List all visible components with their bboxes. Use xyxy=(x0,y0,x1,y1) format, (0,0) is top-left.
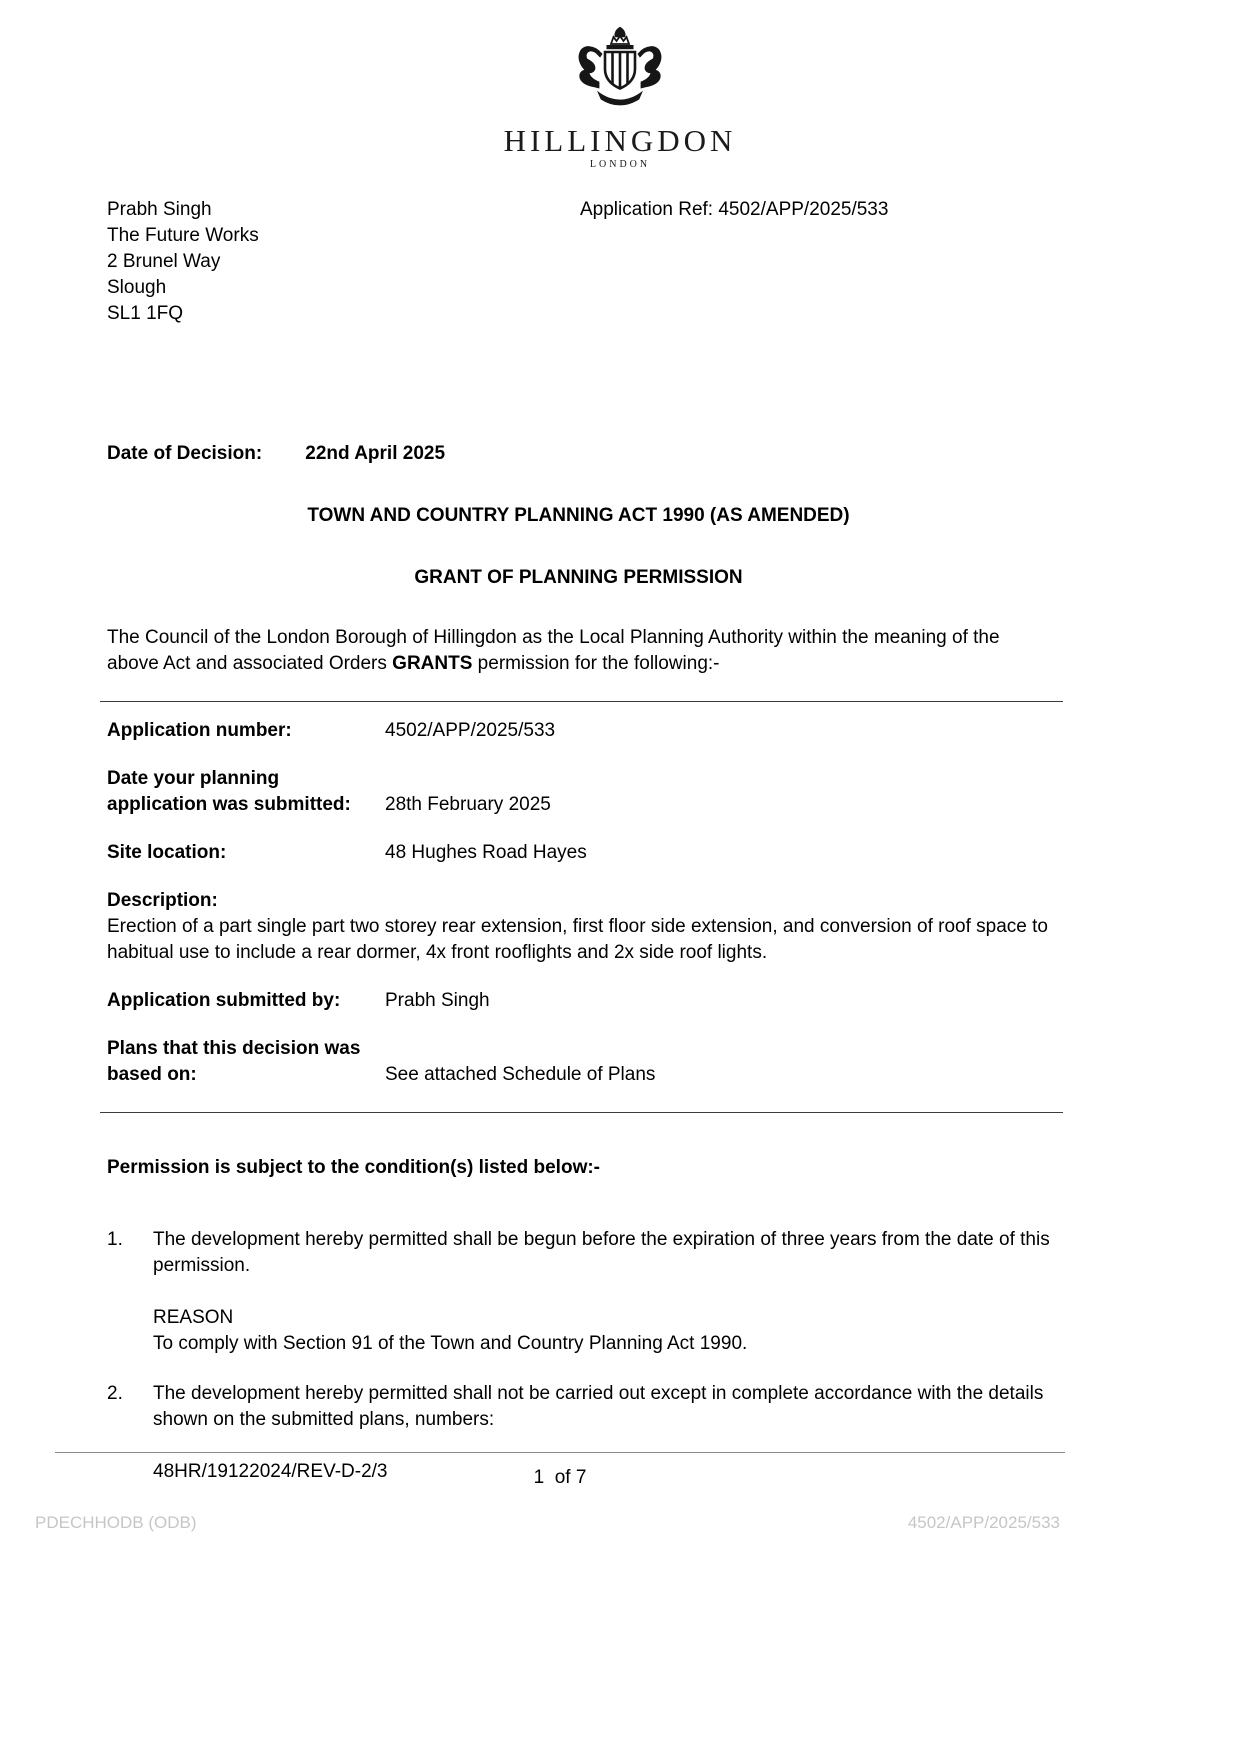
application-number-row xyxy=(107,718,1050,744)
reason-text: To comply with Section 91 of the Town and Country Planning Act 1990. xyxy=(153,1333,748,1354)
application-number-value: 4502/APP/2025/533 xyxy=(385,720,556,741)
logo-title: HILLINGDON xyxy=(503,123,737,158)
reason-label: REASON xyxy=(153,1307,234,1328)
plans-value: See attached Schedule of Plans xyxy=(385,1064,656,1085)
site-location-value: 48 Hughes Road Hayes xyxy=(385,842,587,863)
date-of-decision-value: 22nd April 2025 xyxy=(305,443,446,464)
recipient-address-line: SL1 1FQ xyxy=(107,303,184,324)
page-number: 1 of 7 xyxy=(533,1467,587,1488)
intro-text-post: permission for the following:- xyxy=(472,653,720,674)
application-ref: Application Ref: 4502/APP/2025/533 xyxy=(580,199,889,220)
recipient-address-line: Prabh Singh xyxy=(107,199,212,220)
intro-paragraph xyxy=(107,625,1050,677)
logo-subtitle: LONDON xyxy=(589,159,651,170)
act-title: TOWN AND COUNTRY PLANNING ACT 1990 (AS AMENDED) xyxy=(307,505,850,526)
grant-title: GRANT OF PLANNING PERMISSION xyxy=(414,567,743,588)
page-footer xyxy=(0,1452,1240,1532)
intro-text-pre: The Council of the London Borough of Hillingdon as the Local Planning Authority within the meaning of the above Act and associated Orders xyxy=(107,627,1000,674)
footer-codes xyxy=(0,1510,1240,1536)
site-location-row xyxy=(107,840,1050,866)
plans-label: Plans that this decision was based on: xyxy=(107,1038,361,1085)
plan-number: 48HR/19122024/REV-D-2/3 xyxy=(153,1461,388,1482)
submitted-by-label: Application submitted by: xyxy=(107,990,341,1011)
condition-number: 1. xyxy=(107,1229,123,1250)
condition-number: 2. xyxy=(107,1383,123,1404)
date-submitted-label: Date your planning application was submitted: xyxy=(107,768,351,815)
grants-word: GRANTS xyxy=(392,653,473,674)
condition-text: The development hereby permitted shall not be carried out except in complete accordance with the details shown on the submitted plans, numbers: xyxy=(153,1383,1044,1430)
divider-line-top xyxy=(100,701,1063,702)
description-text: Erection of a part single part two storey rear extension, first floor side extension, and conversion of roof space to habitual use to include a rear dormer, 4x front rooflights and 2x side roof lights. xyxy=(107,916,1048,963)
plans-row xyxy=(107,1036,1050,1088)
divider-line-bottom xyxy=(100,1112,1063,1113)
recipient-address-line: Slough xyxy=(107,277,167,298)
submitted-by-value: Prabh Singh xyxy=(385,990,490,1011)
footer-right-code: 4502/APP/2025/533 xyxy=(907,1513,1060,1532)
site-location-label: Site location: xyxy=(107,842,227,863)
description-block xyxy=(107,888,1050,966)
hillingdon-logo xyxy=(0,0,1240,171)
condition-item-1 xyxy=(107,1227,1050,1357)
footer-left-code: PDECHHODB (ODB) xyxy=(35,1513,197,1532)
description-label: Description: xyxy=(107,890,218,911)
hillingdon-crest-icon xyxy=(545,26,695,114)
address-section xyxy=(107,197,1050,329)
recipient-address xyxy=(107,197,1050,327)
date-of-decision-label: Date of Decision: xyxy=(107,443,263,464)
recipient-address-line: 2 Brunel Way xyxy=(107,251,221,272)
date-of-decision-row xyxy=(107,441,1050,467)
condition-body xyxy=(153,1227,1050,1357)
date-submitted-row xyxy=(107,766,1050,818)
conditions-heading: Permission is subject to the condition(s) listed below:- xyxy=(107,1157,600,1178)
application-number-label: Application number: xyxy=(107,720,292,741)
submitted-by-row xyxy=(107,988,1050,1014)
footer-divider-line xyxy=(55,1452,1065,1453)
recipient-address-line: The Future Works xyxy=(107,225,259,246)
condition-text: The development hereby permitted shall be begun before the expiration of three years from the date of this permission. xyxy=(153,1229,1050,1276)
date-submitted-value: 28th February 2025 xyxy=(385,794,551,815)
